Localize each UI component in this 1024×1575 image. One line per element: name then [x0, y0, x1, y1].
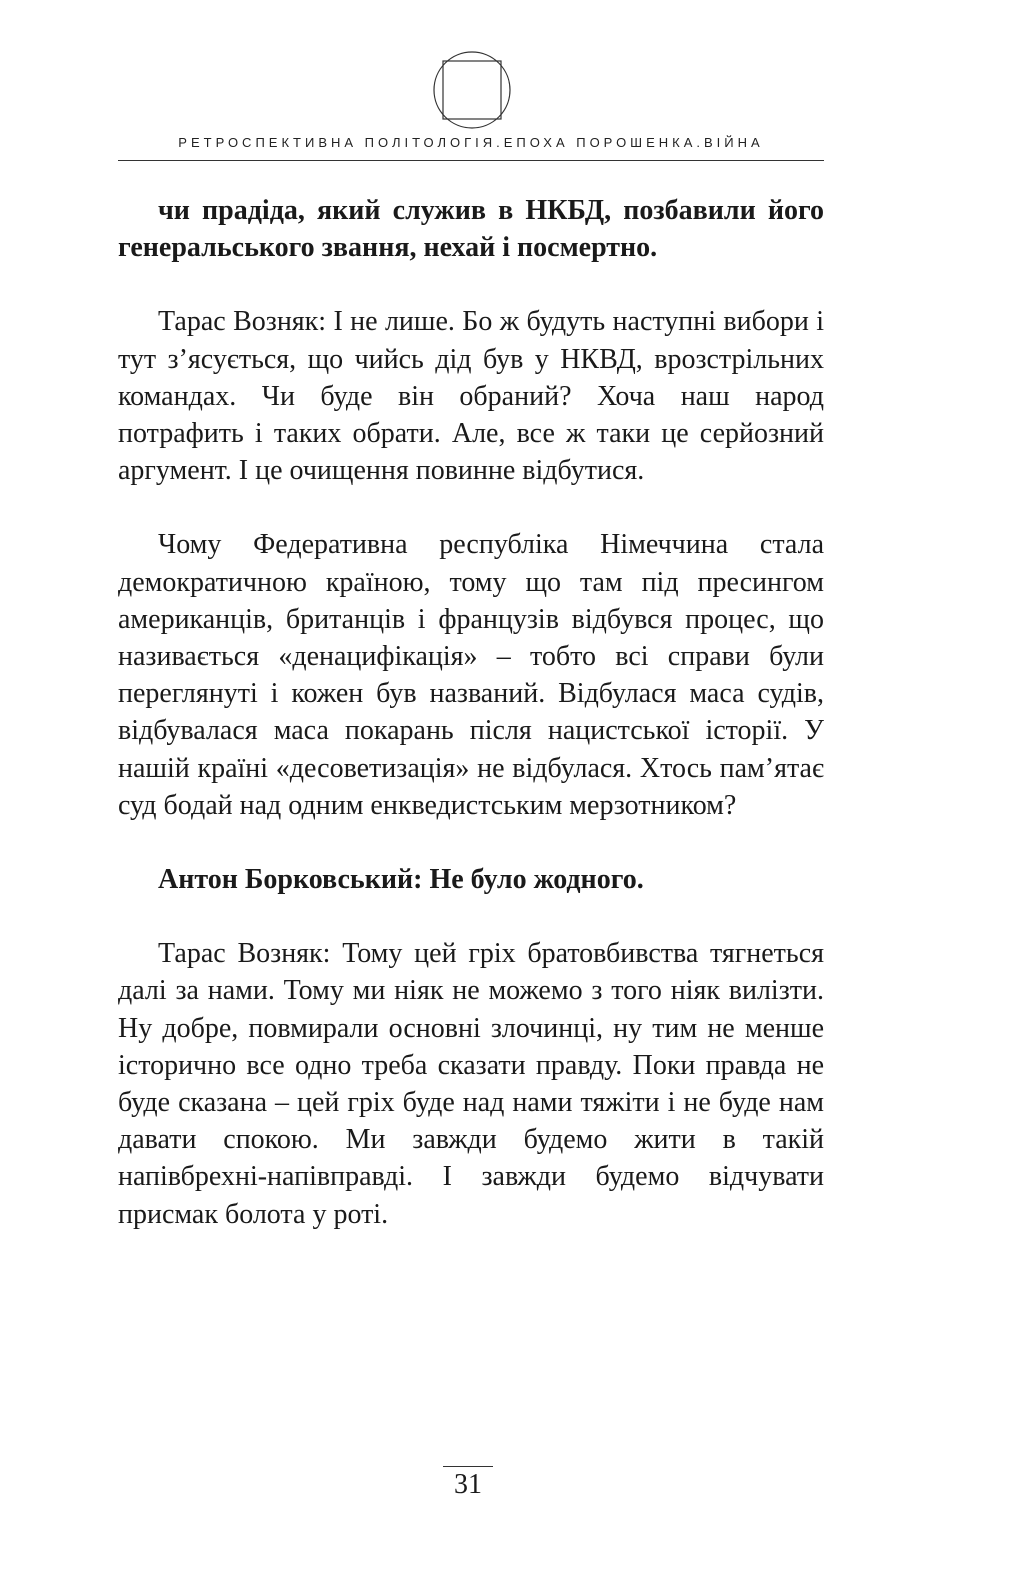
page-body: [118, 192, 824, 1270]
running-header-title: РЕТРОСПЕКТИВНА ПОЛІТОЛОГІЯ.ЕПОХА ПОРОШЕНКА.ВІЙНА: [178, 135, 764, 150]
paragraph-1: чи прадіда, який служив в НКБД, позбавили його генеральського звання, нехай і посмертно.: [118, 195, 824, 264]
circle-square-logo-icon: [432, 50, 512, 130]
paragraph-2: Тарас Возняк: І не лише. Бо ж будуть наступні вибори і тут з’ясується, що чийсь дід був у НКВД, врозстрільних командах. Чи буде він обраний? Хоча наш народ потрафить і таких обрати. Але, все ж таки це серйозний аргумент. І це очищення повинне відбутися.: [118, 306, 824, 487]
page-number: 31: [454, 1469, 482, 1500]
paragraph-5: Тарас Возняк: Тому цей гріх братовбивства тягнеться далі за нами. Тому ми ніяк не можемо з того ніяк вилізти. Ну добре, повмирали основні злочинці, ну тим не менше історично все одно треба сказати правду. Поки правда не буде сказана – цей гріх буде над нами тяжіти і не буде нам давати спокою. Ми завжди будемо жити в такій напівбрехні-напівправді. І завжди будемо відчувати присмак болота у роті.: [118, 938, 824, 1230]
paragraph-3: Чому Федеративна республіка Німеччина стала демократичною країною, тому що там під пресингом американців, британців і французів відбувся процес, що називається «денацифікація» – тобто всі справи були переглянуті і кожен був названий. Відбулася маса судів, відбувалася маса покарань після нацистської історії. У нашій країні «десоветизація» не відбулася. Хтось пам’ятає суд бодай над одним енкведистським мерзотником?: [118, 529, 824, 821]
page-footer: [443, 1466, 493, 1501]
header-divider: [118, 160, 824, 161]
page-number-rule: [443, 1466, 493, 1467]
paragraph-4: Антон Борковський: Не було жодного.: [158, 864, 644, 896]
